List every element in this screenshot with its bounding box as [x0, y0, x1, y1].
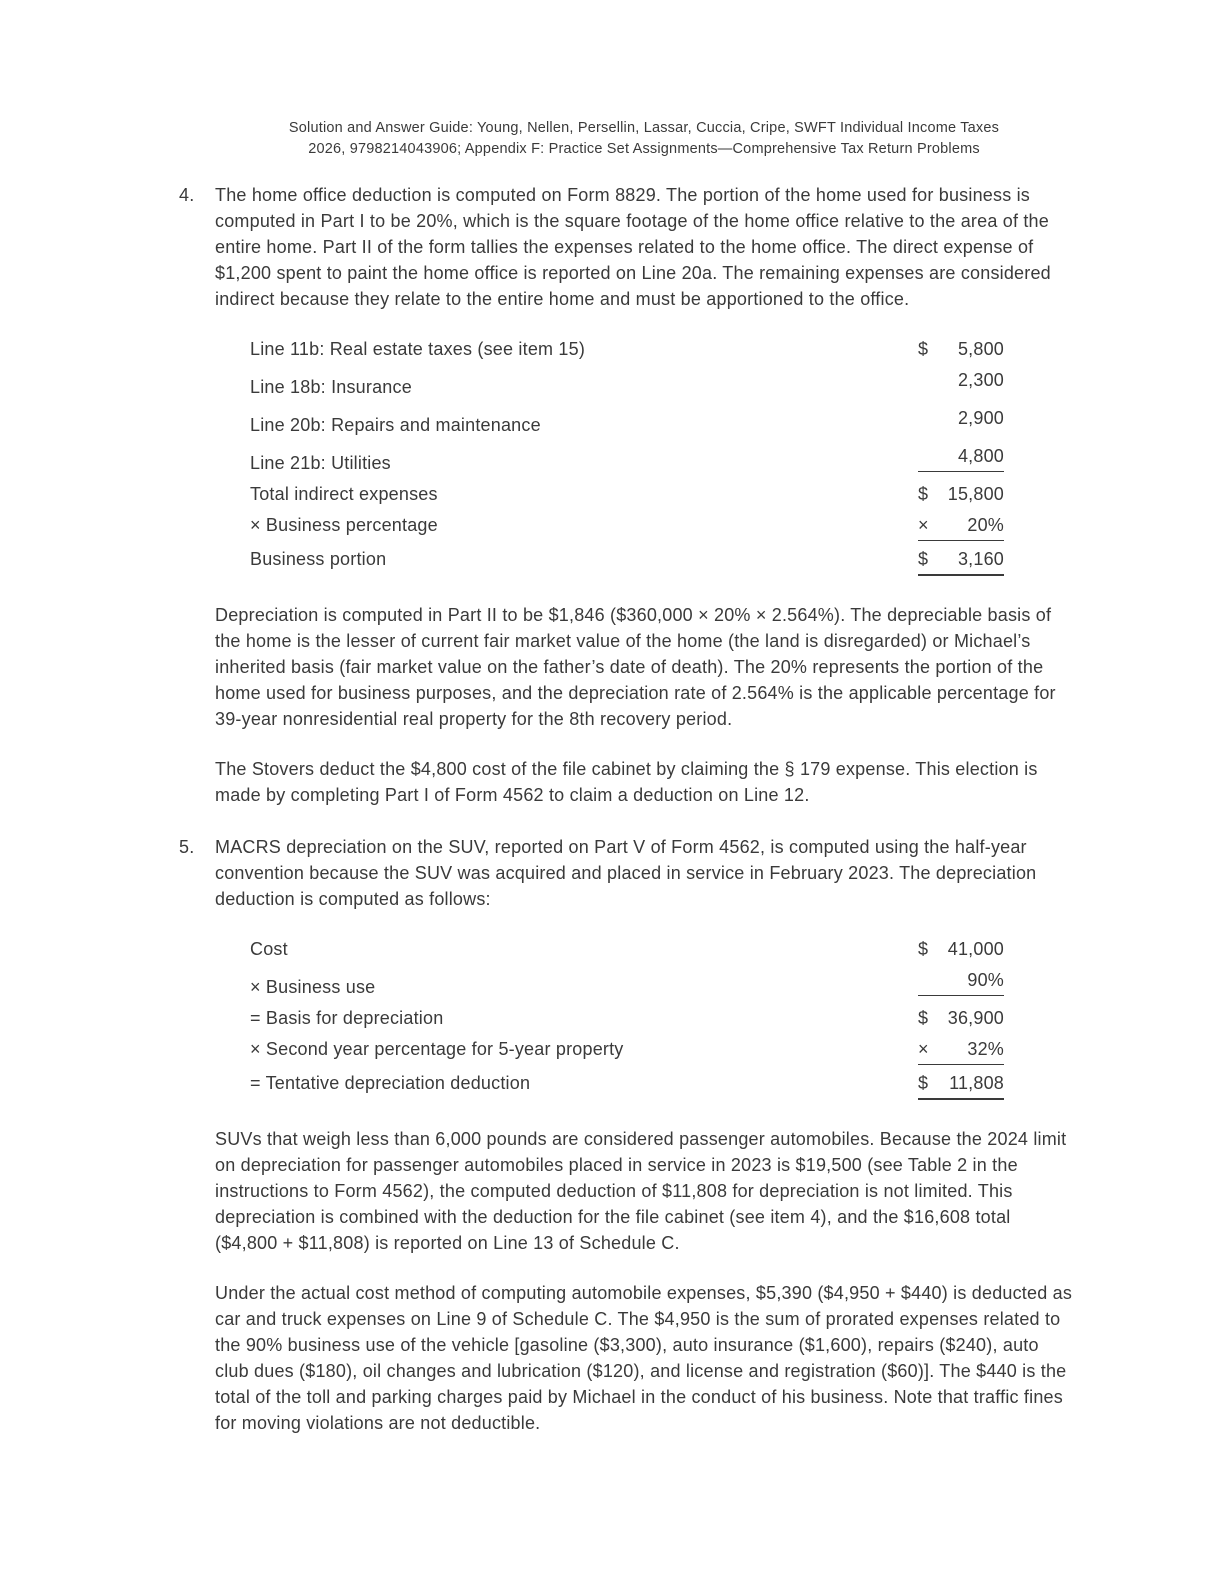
- table-row: [250, 546, 1004, 576]
- row-value: 3,160: [957, 549, 1004, 569]
- item-body: [215, 834, 1073, 1436]
- row-prefix: $: [918, 549, 929, 569]
- row-label: = Basis for depreciation: [250, 1008, 444, 1028]
- table-row: [250, 936, 1004, 962]
- paragraph: The Stovers deduct the $4,800 cost of the file cabinet by claiming the § 179 expense. This election is made by completing Part I of Form 4562 to claim a deduction on Line 12.: [215, 759, 1038, 805]
- row-amount: [918, 546, 1004, 576]
- row-prefix: $: [918, 484, 929, 504]
- row-value: 90%: [967, 970, 1004, 990]
- row-label: × Second year percentage for 5-year property: [250, 1039, 624, 1059]
- header-line-1: Solution and Answer Guide: Young, Nellen, Persellin, Lassar, Cuccia, Cripe, SWFT Individual Income Taxes: [288, 120, 1000, 136]
- row-label: Line 18b: Insurance: [250, 377, 412, 397]
- row-amount: [918, 512, 1004, 541]
- row-value: 32%: [967, 1039, 1004, 1059]
- row-prefix: $: [918, 1008, 929, 1028]
- row-amount: [918, 367, 1004, 393]
- paragraph: SUVs that weigh less than 6,000 pounds are considered passenger automobiles. Because the 2024 limit on depreciation for passenger automobiles placed in service in 2023 is $19,500 (see Table 2 in the instructions to Form 4562), the computed deduction of $11,808 for depreciation is not limited. This depreciation is combined with the deduction for the file cabinet (see item 4), and the $16,608 total ($4,800 + $11,808) is reported on Line 13 of Schedule C.: [215, 1129, 1067, 1253]
- row-value: 2,900: [957, 408, 1004, 428]
- row-amount: [918, 336, 1004, 362]
- suv-depreciation-table: [250, 936, 1004, 1100]
- row-value: 36,900: [947, 1008, 1004, 1028]
- row-label: Line 11b: Real estate taxes (see item 15): [250, 339, 586, 359]
- paragraph: Under the actual cost method of computing automobile expenses, $5,390 ($4,950 + $440) is deducted as car and truck expenses on Line 9 of Schedule C. The $4,950 is the sum of prorated expenses related to the 90% business use of the vehicle [gasoline ($3,300), auto insurance ($1,600), repairs ($240), auto club dues ($180), oil changes and lubrication ($120), and license and registration ($60)]. The $440 is the total of the toll and parking charges paid by Michael in the conduct of his business. Note that traffic fines for moving violations are not deductible.: [215, 1283, 1073, 1433]
- row-label: × Business percentage: [250, 515, 438, 535]
- item-body: [215, 182, 1073, 808]
- row-value: 15,800: [947, 484, 1004, 504]
- indirect-expenses-table: [250, 336, 1004, 576]
- row-value: 5,800: [957, 339, 1004, 359]
- row-prefix: ×: [918, 515, 929, 535]
- row-value: 20%: [967, 515, 1004, 535]
- item-number: 4.: [179, 185, 195, 205]
- row-label: Total indirect expenses: [250, 484, 438, 504]
- table-row: [250, 443, 1004, 476]
- paragraph: The home office deduction is computed on Form 8829. The portion of the home used for business is computed in Part I to be 20%, which is the square footage of the home office relative to the area of the entire home. Part II of the form tallies the expenses related to the home office. The direct expense of $1,200 spent to paint the home office is reported on Line 20a. The remaining expenses are considered indirect because they relate to the entire home and must be apportioned to the office.: [215, 185, 1051, 309]
- row-label: × Business use: [250, 977, 376, 997]
- row-prefix: $: [918, 1073, 929, 1093]
- row-prefix: ×: [918, 1039, 929, 1059]
- paragraph: Depreciation is computed in Part II to be $1,846 ($360,000 × 20% × 2.564%). The depreciable basis of the home is the lesser of current fair market value of the home (the land is disregarded) or Michael’s inherited basis (fair market value on the father’s date of death). The 20% represents the portion of the home used for business purposes, and the depreciation rate of 2.564% is the applicable percentage for 39-year nonresidential real property for the 8th recovery period.: [215, 605, 1056, 729]
- solution-item-5: [179, 834, 1074, 1436]
- table-row: [250, 1070, 1004, 1100]
- document-header: [215, 118, 1073, 160]
- table-row: [250, 1036, 1004, 1065]
- table-row: [250, 1005, 1004, 1031]
- table-row: [250, 481, 1004, 507]
- table-row: [250, 336, 1004, 362]
- row-amount: [918, 405, 1004, 431]
- row-amount: [918, 1036, 1004, 1065]
- row-label: Line 21b: Utilities: [250, 453, 391, 473]
- row-label: Line 20b: Repairs and maintenance: [250, 415, 541, 435]
- table-row: [250, 405, 1004, 438]
- row-value: 11,808: [949, 1073, 1004, 1093]
- row-label: Business portion: [250, 549, 387, 569]
- row-amount: [918, 1070, 1004, 1100]
- header-line-2: 2026, 9798214043906; Appendix F: Practice Set Assignments—Comprehensive Tax Return Problems: [308, 141, 980, 157]
- row-label: Cost: [250, 939, 288, 959]
- row-value: 4,800: [957, 446, 1004, 466]
- table-row: [250, 367, 1004, 400]
- row-label: = Tentative depreciation deduction: [250, 1073, 531, 1093]
- item-number: 5.: [179, 837, 195, 857]
- table-row: [250, 967, 1004, 1000]
- row-prefix: $: [918, 339, 929, 359]
- row-amount: [918, 1005, 1004, 1031]
- paragraph: MACRS depreciation on the SUV, reported on Part V of Form 4562, is computed using the half-year convention because the SUV was acquired and placed in service in February 2023. The depreciation deduction is computed as follows:: [215, 837, 1037, 909]
- row-amount: [918, 936, 1004, 962]
- solution-item-4: [179, 182, 1074, 808]
- row-prefix: $: [918, 939, 929, 959]
- table-row: [250, 512, 1004, 541]
- row-amount: [918, 443, 1004, 472]
- row-amount: [918, 481, 1004, 507]
- row-value: 41,000: [947, 939, 1004, 959]
- row-value: 2,300: [957, 370, 1004, 390]
- row-amount: [918, 967, 1004, 996]
